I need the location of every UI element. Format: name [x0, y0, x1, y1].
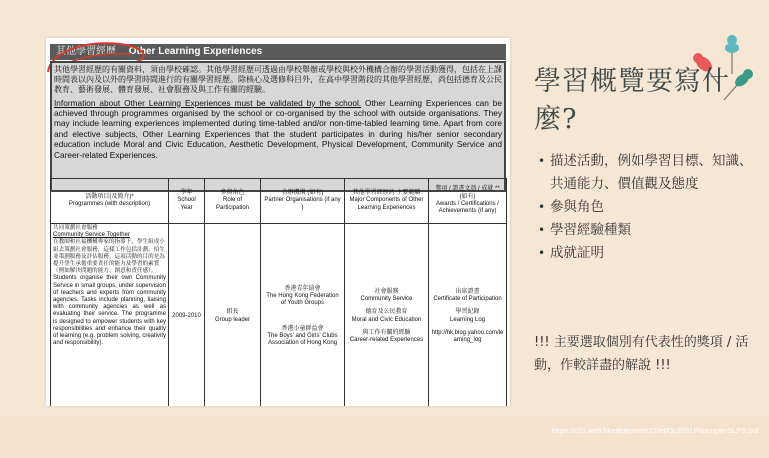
description-zh: 其他學習經歷的有關資料，須由學校確認。其他學習經歷可透過由學校舉辦或學校與校外機構合辦的學習活動獲得，包括在上課時間表以內及以外的學習時間進行的有關學習經歷。除核心及選修科目外，在高中學習階段的其他學習經歷，尚包括德育及公民教育、藝術發展、體育發展、社會服務及與工作有關的經驗。	[54, 65, 502, 95]
learning-log-link[interactable]: http://hk.blog.yahoo.com/learning_log	[431, 329, 504, 343]
col-header-components: 其他學習經歷的 主要範疇 Major Components of Other Learning Experiences	[345, 179, 429, 224]
description-en	[54, 98, 502, 160]
source-url[interactable]: https://c21.wsh.hkedcity.net/c21/el/OLE/SLP/sample-SLPS.pdf	[551, 426, 759, 435]
ole-table	[50, 178, 507, 406]
awards-cell: 出席證書 Certificate of Participation 學習紀錄 Learning Log http://hk.blog.yahoo.com/learning_log	[429, 224, 507, 407]
footer-bar	[0, 416, 769, 458]
emphasis-note: !!! 主要選取個別有代表性的獎項 / 活動，作較詳盡的解說 !!!	[534, 335, 749, 373]
partner-cell: 香港青年協會 The Hong Kong Federation of Youth Groups 香港小童群益會 The Boys' and Girls' Clubs Association of Hong Kong	[261, 224, 345, 407]
bullet-item: • 成就証明	[538, 242, 753, 265]
table-header-row	[51, 179, 507, 224]
ole-description-box	[50, 61, 506, 192]
bullet-item: • 學習經驗種類	[538, 219, 753, 242]
school-year-cell: 2009-2010	[169, 224, 205, 407]
bullet-item: • 參與角色	[538, 196, 753, 219]
section-title-zh: 其他學習經歷	[56, 46, 116, 57]
col-header-school-year: 學年 School Year	[169, 179, 205, 224]
sample-slp-document	[46, 38, 510, 406]
programme-cell: 共同策劃社會服務 Community Service Together 在教師和社福機構專家的指導下，學生組成小組去策劃社會服務，這樣工作包括計劃、招生並策劃服務及評估服務。這項活動的目的是為提升學生承擔重要責任的能力及學習的素質（例如解決問題的能力、創意和責任感）。 Students organise their own Community Service in small groups, under supervision of teachers and experts from community agencies. Tasks include planning, liaising with community agencies as well as evaluating their service. The programme is designed to empower students with key responsibilities and enhance their quality of learning (e.g. problem solving, creativity and responsibility).	[51, 224, 169, 407]
slide-title: 學習概覽要寫什麼?	[534, 66, 730, 135]
bullet-list	[538, 150, 753, 265]
section-title-en: Other Learning Experiences	[128, 46, 263, 57]
table-row	[51, 224, 507, 407]
bullet-item: • 描述活動，例如學習目標、知識、共通能力、價值觀及態度	[538, 150, 753, 196]
col-header-awards: 獎項 / 證書文憑 / 成就 ** (如有) Awards / Certifications / Achievements (if any)	[429, 179, 507, 224]
description-en-rest: Other Learning Experiences can be achieved through programmes organised by the school or co-organised by the school with outside organisations. They may include learning experiences implemented during time-tabled and/or non-time-tabled learning time. Apart from core and elective subjects, Other Learning Experiences that the student participates in during his/her senior secondary education include Moral and Civic Education, Aesthetic Development, Physical Development, Community Service and Career-related Experiences.	[54, 97, 502, 160]
validation-note: Information about Other Learning Experiences must be validated by the school.	[54, 97, 362, 108]
role-cell: 組長 Group leader	[205, 224, 261, 407]
col-header-programmes: 活動項目(及簡介)* Programmes (with description)	[51, 179, 169, 224]
components-cell: 社會服務 Community Service 德育及公民教育 Moral and Civic Education 與工作有關的經驗 Career-related Experiences	[345, 224, 429, 407]
col-header-partner: 合辦機構 (如有) Partner Organisations (if any )	[261, 179, 345, 224]
col-header-role: 參與角色 Role of Participation	[205, 179, 261, 224]
